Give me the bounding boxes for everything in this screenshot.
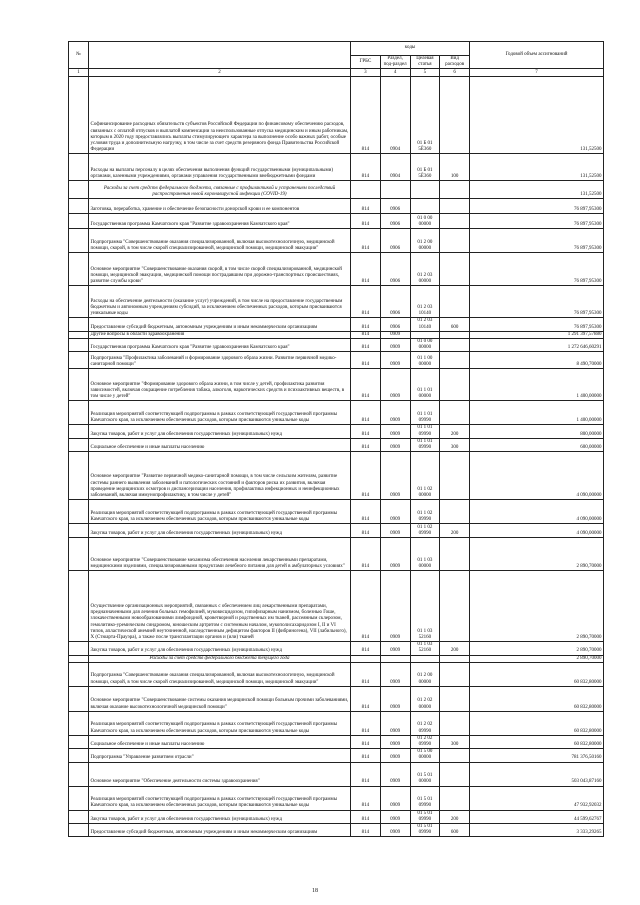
cell-csr: 01 1 02 09990 xyxy=(410,500,440,524)
cell-csr: 01 Б 01 5Ё360 xyxy=(410,154,440,181)
index-cell: 5 xyxy=(410,69,440,77)
cell-grbs: 814 xyxy=(351,425,381,438)
cell-vr xyxy=(440,77,470,154)
cell-sum: 60 832,80000 xyxy=(470,735,604,748)
table-row xyxy=(69,735,604,748)
cell-sec: 0909 xyxy=(380,810,410,823)
table-row xyxy=(69,500,604,524)
cell-grbs: 814 xyxy=(351,642,381,655)
cell-vr: 300 xyxy=(440,438,470,451)
cell-grbs: 814 xyxy=(351,214,381,229)
cell-grbs: 814 xyxy=(351,824,381,837)
cell-sec: 0906 xyxy=(380,214,410,229)
cell-csr: 01 1 01 09990 xyxy=(410,438,440,451)
cell-num xyxy=(69,154,89,181)
cell-sum: 600,00000 xyxy=(470,438,604,451)
cell-csr: 01 1 01 09990 xyxy=(410,425,440,438)
table-row xyxy=(69,369,604,401)
cell-num xyxy=(69,438,89,451)
cell-grbs: 814 xyxy=(351,524,381,538)
cell-num xyxy=(69,452,89,500)
cell-grbs: 814 xyxy=(351,711,381,735)
cell-grbs: 814 xyxy=(351,199,381,214)
cell-csr: 01 1 03 52160 xyxy=(410,571,440,642)
cell-num xyxy=(69,662,89,686)
cell-sec: 0904 xyxy=(380,77,410,154)
table-row xyxy=(69,662,604,686)
table-row xyxy=(69,154,604,181)
index-cell: 2 xyxy=(89,69,351,77)
cell-vr xyxy=(440,571,470,642)
cell-csr: 01 1 02 09990 xyxy=(410,524,440,538)
cell-grbs: 814 xyxy=(351,369,381,401)
cell-name: Предоставление субсидий бюджетным, автономным учреждениям и иным некоммерческим организациям xyxy=(89,318,351,331)
cell-num xyxy=(69,655,89,662)
cell-name: Осуществление организационных мероприятий, связанных с обеспечением лиц лекарственными препаратами, предназначенными для лечения больных гемофилией, муковисцидозом, гипофизарным нанизмом, болезнью Гоше, злокачественными новообразованиями лимфоидной, кроветворной и родственных им тканей, рассеянным склерозом, гемолитико-уремическим синдромом, юношеским артритом с системным началом, мукополисахаридозом I, II и VI типов, апластической анемией неуточненной, наследственным дефицитом факторов II (фибриногена), VII (лабильного), X (Стюарта-Прауэра), а также после трансплантации органов и (или) тканей xyxy=(89,571,351,642)
table-row xyxy=(69,762,604,786)
cell-sec: 0906 xyxy=(380,253,410,286)
cell-csr: 01 2 02 09990 xyxy=(410,711,440,735)
cell-num xyxy=(69,331,89,338)
cell-num xyxy=(69,214,89,229)
cell-num xyxy=(69,369,89,401)
cell-sec: 0906 xyxy=(380,199,410,214)
cell-vr xyxy=(440,749,470,762)
cell-csr: 01 5 01 09990 xyxy=(410,810,440,823)
cell-vr xyxy=(440,286,470,318)
table-row xyxy=(69,786,604,810)
cell-num xyxy=(69,762,89,786)
cell-sec: 0909 xyxy=(380,735,410,748)
table-row xyxy=(69,352,604,369)
table-row xyxy=(69,452,604,500)
column-index-row xyxy=(69,69,604,77)
cell-grbs: 814 xyxy=(351,500,381,524)
table-body xyxy=(69,77,604,837)
cell-sum: 800,00000 xyxy=(470,425,604,438)
cell-sum: 4 090,00000 xyxy=(470,452,604,500)
cell-csr: 01 Б 01 5Ё360 xyxy=(410,77,440,154)
cell-vr xyxy=(440,662,470,686)
cell-sum: 76 897,95300 xyxy=(470,286,604,318)
cell-grbs: 814 xyxy=(351,438,381,451)
table-row xyxy=(69,655,604,662)
cell-csr: 01 5 01 00000 xyxy=(410,762,440,786)
cell-vr xyxy=(440,229,470,253)
cell-sec: 0909 xyxy=(380,686,410,711)
cell-sum: 1 272 646,60291 xyxy=(470,339,604,352)
cell-vr xyxy=(440,538,470,571)
cell-sec: 0906 xyxy=(380,318,410,331)
table-row xyxy=(69,686,604,711)
cell-sec: 0909 xyxy=(380,571,410,642)
cell-num xyxy=(69,735,89,748)
col-header-name xyxy=(89,42,351,69)
cell-sec: 0909 xyxy=(380,331,410,338)
cell-num xyxy=(69,286,89,318)
cell-grbs: 814 xyxy=(351,401,381,425)
cell-vr xyxy=(440,331,470,338)
cell-name: Предоставление субсидий бюджетным, автономным учреждениям и иным некоммерческим организациям xyxy=(89,824,351,837)
cell-csr: 01 1 00 00000 xyxy=(410,352,440,369)
cell-vr: 200 xyxy=(440,524,470,538)
table-row xyxy=(69,253,604,286)
cell-sec: 0909 xyxy=(380,452,410,500)
cell-sum: 2 890,70000 xyxy=(470,538,604,571)
cell-sum: 4 090,00000 xyxy=(470,500,604,524)
cell-csr xyxy=(410,181,440,199)
cell-name: Социальное обеспечение и иные выплаты населению xyxy=(89,438,351,451)
cell-vr xyxy=(440,786,470,810)
cell-sum: 60 832,80000 xyxy=(470,711,604,735)
cell-sum: 1 291 397,57880 xyxy=(470,331,604,338)
col-header-sum: Годовой объем ассигнований xyxy=(470,42,604,69)
cell-csr: 01 0 00 00000 xyxy=(410,214,440,229)
cell-name: Закупка товаров, работ и услуг для обеспечения государственных (муниципальных) нужд xyxy=(89,642,351,655)
cell-name: Подпрограмма "Профилактика заболеваний и формирование здорового образа жизни. Развитие первичной медико-санитарной помощи" xyxy=(89,352,351,369)
cell-sec: 0909 xyxy=(380,500,410,524)
cell-grbs: 814 xyxy=(351,662,381,686)
cell-grbs: 814 xyxy=(351,331,381,338)
cell-sec: 0906 xyxy=(380,286,410,318)
cell-grbs: 814 xyxy=(351,154,381,181)
cell-sum: 503 043,87160 xyxy=(470,762,604,786)
table-row xyxy=(69,711,604,735)
cell-csr: 01 2 02 09990 xyxy=(410,735,440,748)
table-row xyxy=(69,199,604,214)
cell-vr: 100 xyxy=(440,154,470,181)
index-cell: 7 xyxy=(470,69,604,77)
cell-grbs: 814 xyxy=(351,810,381,823)
cell-name: Подпрограмма "Совершенствование оказания специализированной, включая высокотехнологичную, медицинской помощи, скорой, в том числе скорой специализированной, медицинской помощи, медицинской эвакуации" xyxy=(89,662,351,686)
cell-csr: 01 1 02 00000 xyxy=(410,452,440,500)
cell-name: Основное мероприятие "Совершенствование механизма обеспечения населения лекарственными препаратами, медицинскими изделиями, специализированными продуктами лечебного питания для детей в амбулаторных условиях" xyxy=(89,538,351,571)
cell-vr: 600 xyxy=(440,824,470,837)
cell-sum: 2 890,70000 xyxy=(470,655,604,662)
table-row xyxy=(69,571,604,642)
cell-sum: 60 832,80000 xyxy=(470,662,604,686)
cell-sum: 1 400,00000 xyxy=(470,401,604,425)
cell-sum: 76 897,95300 xyxy=(470,199,604,214)
table-row xyxy=(69,339,604,352)
table-row xyxy=(69,438,604,451)
cell-grbs: 814 xyxy=(351,229,381,253)
cell-name: Расходы на обеспечение деятельности (оказание услуг) учреждений, в том числе на предоставление государственным бюджетным и автономным учреждениям субсидий, за исключением обеспеченных расходов, которым присваиваются уникальные коды xyxy=(89,286,351,318)
cell-sec: 0909 xyxy=(380,662,410,686)
cell-num xyxy=(69,352,89,369)
cell-num xyxy=(69,524,89,538)
cell-num xyxy=(69,181,89,199)
cell-sec: 0909 xyxy=(380,352,410,369)
table-row xyxy=(69,425,604,438)
cell-vr xyxy=(440,711,470,735)
cell-sum: 60 832,80000 xyxy=(470,686,604,711)
cell-grbs: 814 xyxy=(351,538,381,571)
index-cell: 4 xyxy=(380,69,410,77)
cell-name: Основное мероприятие "Совершенствование оказания скорой, в том числе скорой специализированной, медицинской помощи, медицинской эвакуации, медицинской помощи пострадавшим при дорожно-транспортных происшествиях, развитие службы крови" xyxy=(89,253,351,286)
page-number: 18 xyxy=(312,888,318,894)
col-header-section: Раздел, под-раздел xyxy=(380,56,410,69)
cell-sec: 0909 xyxy=(380,369,410,401)
table-row xyxy=(69,214,604,229)
cell-name: Подпрограмма "Управление развитием отрасли" xyxy=(89,749,351,762)
cell-vr xyxy=(440,369,470,401)
cell-grbs: 814 xyxy=(351,735,381,748)
table-row xyxy=(69,642,604,655)
cell-sec: 0909 xyxy=(380,538,410,571)
cell-vr xyxy=(440,199,470,214)
table-row xyxy=(69,181,604,199)
cell-name: Основное мероприятие "Формирование здорового образа жизни, в том числе у детей, профилактика развития зависимостей, включая сокращение потребления табака, алкоголя, наркотических средств и психоактивных веществ, в том числе у детей" xyxy=(89,369,351,401)
cell-sum: 76 897,95300 xyxy=(470,214,604,229)
cell-grbs: 814 xyxy=(351,686,381,711)
cell-sec: 0904 xyxy=(380,154,410,181)
cell-name: Реализация мероприятий соответствующей подпрограммы в рамках соответствующей государственной программы Камчатского края, за исключением обеспеченных расходов, которым присваиваются уникальные коды xyxy=(89,401,351,425)
cell-sec: 0909 xyxy=(380,401,410,425)
cell-vr: 200 xyxy=(440,425,470,438)
col-header-csr: Целевая статья xyxy=(410,56,440,69)
cell-csr: 01 5 01 09990 xyxy=(410,786,440,810)
cell-grbs xyxy=(351,655,381,662)
cell-grbs xyxy=(351,181,381,199)
cell-csr: 01 0 00 00000 xyxy=(410,339,440,352)
cell-sec: 0909 xyxy=(380,711,410,735)
cell-num xyxy=(69,642,89,655)
cell-vr xyxy=(440,352,470,369)
cell-name: Государственная программа Камчатского края "Развитие здравоохранения Камчатского края" xyxy=(89,339,351,352)
cell-csr: 01 5 01 09990 xyxy=(410,824,440,837)
cell-num xyxy=(69,571,89,642)
cell-name: Закупка товаров, работ и услуг для обеспечения государственных (муниципальных) нужд xyxy=(89,810,351,823)
index-cell: 1 xyxy=(69,69,89,77)
cell-csr: 01 2 03 10140 xyxy=(410,318,440,331)
cell-num xyxy=(69,810,89,823)
cell-num xyxy=(69,229,89,253)
cell-name: Реализация мероприятий соответствующей подпрограммы в рамках соответствующей государственной программы Камчатского края, за исключением обеспеченных расходов, которым присваиваются уникальные коды xyxy=(89,786,351,810)
cell-vr xyxy=(440,214,470,229)
cell-csr: 01 1 01 00000 xyxy=(410,369,440,401)
cell-sec: 0906 xyxy=(380,229,410,253)
cell-num xyxy=(69,538,89,571)
cell-csr: 01 1 03 00000 xyxy=(410,538,440,571)
cell-sec: 0909 xyxy=(380,438,410,451)
cell-sec: 0909 xyxy=(380,425,410,438)
cell-name: Другие вопросы в области здравоохранения xyxy=(89,331,351,338)
cell-grbs: 814 xyxy=(351,286,381,318)
cell-grbs: 814 xyxy=(351,318,381,331)
cell-sec: 0909 xyxy=(380,762,410,786)
cell-num xyxy=(69,318,89,331)
cell-grbs: 814 xyxy=(351,253,381,286)
cell-grbs: 814 xyxy=(351,452,381,500)
table-row xyxy=(69,318,604,331)
cell-vr xyxy=(440,339,470,352)
budget-table xyxy=(68,41,604,837)
table-row xyxy=(69,824,604,837)
cell-vr xyxy=(440,181,470,199)
cell-sum: 131,52500 xyxy=(470,181,604,199)
cell-vr xyxy=(440,655,470,662)
cell-name: Реализация мероприятий соответствующей подпрограммы в рамках соответствующей государственной программы Камчатского края, за исключением обеспеченных расходов, которым присваиваются уникальные коды xyxy=(89,500,351,524)
table-row xyxy=(69,524,604,538)
cell-num xyxy=(69,253,89,286)
col-header-vr: Вид расходов xyxy=(440,56,470,69)
cell-vr xyxy=(440,452,470,500)
cell-sec xyxy=(380,181,410,199)
cell-sum: 781 376,50160 xyxy=(470,749,604,762)
cell-sec: 0909 xyxy=(380,339,410,352)
table-row xyxy=(69,749,604,762)
cell-grbs: 814 xyxy=(351,762,381,786)
cell-vr xyxy=(440,762,470,786)
cell-grbs: 814 xyxy=(351,339,381,352)
cell-name: Закупка товаров, работ и услуг для обеспечения государственных (муниципальных) нужд xyxy=(89,425,351,438)
cell-sum: 47 932,92032 xyxy=(470,786,604,810)
cell-csr: 01 2 03 00000 xyxy=(410,253,440,286)
cell-csr: 01 2 02 00000 xyxy=(410,686,440,711)
table-row xyxy=(69,401,604,425)
col-header-num: № xyxy=(69,42,89,69)
index-cell: 6 xyxy=(440,69,470,77)
cell-num xyxy=(69,425,89,438)
cell-vr: 600 xyxy=(440,318,470,331)
cell-csr: 01 2 00 00000 xyxy=(410,229,440,253)
col-header-codes: коды xyxy=(351,42,470,56)
cell-name: Основное мероприятие "Обеспечение деятельности системы здравоохранения" xyxy=(89,762,351,786)
cell-sum: 8 490,70000 xyxy=(470,352,604,369)
cell-sum: 76 897,95300 xyxy=(470,229,604,253)
cell-vr xyxy=(440,253,470,286)
cell-sum: 131,52500 xyxy=(470,77,604,154)
cell-sec xyxy=(380,655,410,662)
table-row xyxy=(69,538,604,571)
cell-name: Реализация мероприятий соответствующей подпрограммы в рамках соответствующей государственной программы Камчатского края, за исключением обеспеченных расходов, которым присваиваются уникальные коды xyxy=(89,711,351,735)
cell-name: Основное мероприятие "Совершенствование системы оказания медицинской помощи больным прочими заболеваниями, включая оказание высокотехнологичной медицинской помощи" xyxy=(89,686,351,711)
cell-vr xyxy=(440,686,470,711)
col-header-grbs: ГРБС xyxy=(351,56,381,69)
cell-sum: 4 090,00000 xyxy=(470,524,604,538)
cell-grbs: 814 xyxy=(351,571,381,642)
cell-sum: 3 333,29265 xyxy=(470,824,604,837)
cell-sum: 2 890,70000 xyxy=(470,571,604,642)
cell-sum: 131,52500 xyxy=(470,154,604,181)
cell-vr: 300 xyxy=(440,735,470,748)
cell-name: Социальное обеспечение и иные выплаты населению xyxy=(89,735,351,748)
cell-grbs: 814 xyxy=(351,352,381,369)
cell-num xyxy=(69,749,89,762)
cell-num xyxy=(69,824,89,837)
cell-num xyxy=(69,711,89,735)
cell-vr: 200 xyxy=(440,642,470,655)
cell-grbs: 814 xyxy=(351,749,381,762)
cell-num xyxy=(69,199,89,214)
cell-num xyxy=(69,786,89,810)
index-cell: 3 xyxy=(351,69,381,77)
table-row xyxy=(69,286,604,318)
cell-sec: 0909 xyxy=(380,786,410,810)
cell-vr xyxy=(440,500,470,524)
cell-sec: 0909 xyxy=(380,749,410,762)
cell-csr xyxy=(410,331,440,338)
table-row xyxy=(69,810,604,823)
cell-name: Подпрограмма "Совершенствование оказания специализированной, включая высокотехнологичную, медицинской помощи, скорой, в том числе скорой специализированной, медицинской помощи, медицинской эвакуации" xyxy=(89,229,351,253)
cell-csr xyxy=(410,199,440,214)
cell-vr: 200 xyxy=(440,810,470,823)
cell-name: Расходы за счет средств федерального бюджета текущего года xyxy=(89,655,351,662)
cell-name: Заготовка, переработка, хранение и обеспечение безопасности донорской крови и ее компонентов xyxy=(89,199,351,214)
table-row xyxy=(69,331,604,338)
cell-num xyxy=(69,401,89,425)
cell-name: Государственная программа Камчатского края "Развитие здравоохранения Камчатского края" xyxy=(89,214,351,229)
budget-page xyxy=(68,41,604,868)
cell-csr: 01 2 00 00000 xyxy=(410,662,440,686)
cell-sec: 0909 xyxy=(380,524,410,538)
cell-num xyxy=(69,500,89,524)
cell-csr xyxy=(410,655,440,662)
cell-sum: 2 890,70000 xyxy=(470,642,604,655)
cell-sum: 1 400,00000 xyxy=(470,369,604,401)
cell-csr: 01 5 00 00000 xyxy=(410,749,440,762)
cell-sum: 76 897,95300 xyxy=(470,253,604,286)
cell-grbs: 814 xyxy=(351,77,381,154)
cell-name: Софинансирование расходных обязательств субъектов Российской Федерации по финансовому обеспечению расходов, связанных с оплатой отпусков и выплатой компенсации за неиспользованные отпуска медицинским и иным работникам, которым в 2020 году предоставлялись выплаты стимулирующего характера за выполнение особо важных работ, особые условия труда и дополнительную нагрузку, в том числе за счет средств резервного фонда Правительства Российской Федерации xyxy=(89,77,351,154)
cell-sec: 0909 xyxy=(380,824,410,837)
cell-name: Расходы за счет средств федерального бюджета, связанные с профилактикой и устранением последствий распространения новой коронавирусной инфекции (COVID-19) xyxy=(89,181,351,199)
cell-csr: 01 1 01 09990 xyxy=(410,401,440,425)
cell-name: Закупка товаров, работ и услуг для обеспечения государственных (муниципальных) нужд xyxy=(89,524,351,538)
cell-sum: 44 599,62767 xyxy=(470,810,604,823)
cell-name: Основное мероприятие "Развитие первичной медико-санитарной помощи, в том числе сельским жителям, развитие системы раннего выявления заболеваний и патологических состояний и факторов риска их развития, включая проведение медицинских осмотров и диспансеризации населения, профилактика инфекционных и неинфекционных заболеваний, включая иммунопрофилактику, в том числе у детей" xyxy=(89,452,351,500)
cell-sum: 76 897,95300 xyxy=(470,318,604,331)
table-row xyxy=(69,229,604,253)
cell-grbs: 814 xyxy=(351,786,381,810)
cell-vr xyxy=(440,401,470,425)
cell-num xyxy=(69,77,89,154)
cell-num xyxy=(69,686,89,711)
table-row xyxy=(69,77,604,154)
cell-csr: 01 1 03 52160 xyxy=(410,642,440,655)
cell-name: Расходы на выплаты персоналу в целях обеспечения выполнения функций государственными (муниципальными) органами, казенными учреждениями, органами управления государственными внебюджетными фондами xyxy=(89,154,351,181)
cell-num xyxy=(69,339,89,352)
cell-sec: 0909 xyxy=(380,642,410,655)
cell-csr: 01 2 03 10140 xyxy=(410,286,440,318)
